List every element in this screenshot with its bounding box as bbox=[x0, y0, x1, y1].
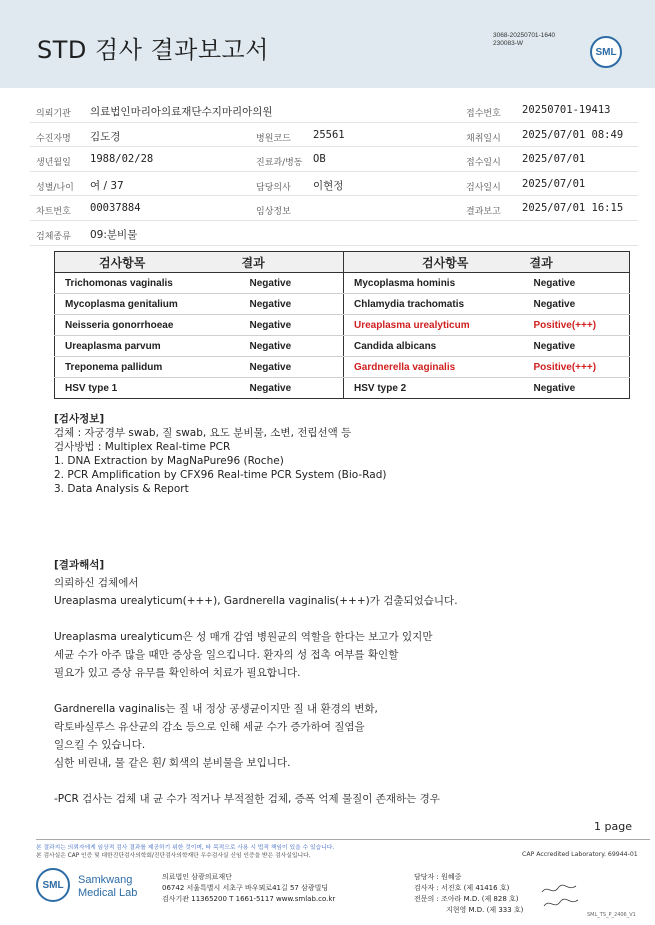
chart-label: 차트번호 bbox=[36, 207, 71, 218]
test-info-line: 검사방법 : Multiplex Real-time PCR bbox=[54, 441, 231, 453]
doctor-label: 담당의사 bbox=[256, 182, 291, 193]
document-id-line2: 230083-W bbox=[493, 40, 523, 47]
report-header bbox=[0, 0, 655, 88]
test-result: Negative bbox=[524, 336, 630, 357]
interpretation-section bbox=[54, 556, 614, 808]
info-row bbox=[30, 196, 638, 221]
footer-divider bbox=[36, 839, 650, 840]
test-info-line: 검체 : 자궁경부 swab, 질 swab, 요도 분비물, 소변, 전립선액 등 bbox=[54, 427, 352, 439]
chart-value: 00037884 bbox=[90, 202, 141, 215]
interpretation-text: 락토바실루스 유산균의 감소 등으로 인해 세균 수가 증가하여 질염을 bbox=[54, 721, 365, 733]
sex-age-value: 여 / 37 bbox=[90, 179, 124, 192]
staff-line: 담당자 : 원혜중 bbox=[414, 873, 462, 881]
footer-logo-text: SML bbox=[42, 879, 64, 891]
test-item-positive: Ureaplasma urealyticum bbox=[344, 315, 524, 336]
hospital-code-label: 병원코드 bbox=[256, 133, 291, 144]
test-info-line: 3. Data Analysis & Report bbox=[54, 483, 189, 495]
staff-line: 검사자 : 서진호 (제 41416 호) bbox=[414, 884, 510, 892]
footer-accreditation: 본 검사실은 CAP 인증 및 대한진단검사의학회/진단검사의학재단 우수검사실 신임 인증을 받은 검사실입니다. bbox=[36, 853, 311, 859]
clinical-label: 임상정보 bbox=[256, 207, 291, 218]
test-item: Chlamydia trachomatis bbox=[344, 294, 524, 315]
info-row bbox=[30, 123, 638, 148]
dob-label: 생년월일 bbox=[36, 158, 71, 169]
test-result: Negative bbox=[240, 273, 344, 294]
collection-label: 채취일시 bbox=[466, 133, 501, 144]
staff-line: 지현영 M.D. (제 333 호) bbox=[446, 906, 524, 914]
results-header-row bbox=[55, 252, 630, 273]
company-name-line1: Samkwang bbox=[78, 874, 133, 886]
interpretation-text: -PCR 검사는 검체 내 균 수가 적거나 부적절한 검체, 증폭 억제 물질이 존재하는 경우 bbox=[54, 793, 440, 805]
info-row bbox=[30, 98, 638, 123]
report-title: STD 검사 결과보고서 bbox=[37, 36, 269, 64]
patient-info-grid bbox=[30, 98, 638, 246]
test-result: Negative bbox=[240, 336, 344, 357]
reception-label: 접수일시 bbox=[466, 158, 501, 169]
document-id bbox=[493, 32, 555, 48]
interpretation-text: Gardnerella vaginalis는 질 내 정상 공생균이지만 질 내 환경의 변화, bbox=[54, 703, 378, 715]
specimen-value: 09:분비물 bbox=[90, 228, 138, 241]
receipt-no-label: 접수번호 bbox=[466, 109, 501, 119]
company-address bbox=[162, 872, 335, 905]
test-item: Trichomonas vaginalis bbox=[55, 273, 240, 294]
test-result-positive: Positive(+++) bbox=[524, 357, 630, 378]
interpretation-text: 필요가 있고 증상 유무를 확인하여 치료가 필요합니다. bbox=[54, 667, 301, 679]
info-row bbox=[30, 147, 638, 172]
test-result: Negative bbox=[240, 378, 344, 399]
receipt-no-value: 20250701-19413 bbox=[522, 104, 611, 116]
patient-value: 김도경 bbox=[90, 130, 121, 143]
form-code: SML_TS_P_2406_V1 bbox=[587, 912, 636, 918]
interpretation-text: 일으킬 수 있습니다. bbox=[54, 739, 146, 751]
address-line: 의료법인 삼광의료재단 bbox=[162, 873, 232, 881]
test-result-positive: Positive(+++) bbox=[524, 315, 630, 336]
results-table bbox=[54, 251, 630, 399]
address-line: 06742 서울특별시 서초구 바우뫼로41길 57 삼광빌딩 bbox=[162, 884, 329, 892]
test-item: Treponema pallidum bbox=[55, 357, 240, 378]
test-result: Negative bbox=[240, 315, 344, 336]
dob-value: 1988/02/28 bbox=[90, 153, 154, 166]
test-info-line: 1. DNA Extraction by MagNaPure96 (Roche) bbox=[54, 455, 284, 467]
doctor-value: 이현정 bbox=[313, 179, 344, 192]
collection-value: 2025/07/01 08:49 bbox=[522, 128, 624, 141]
interpretation-text: Ureaplasma urealyticum(+++), Gardnerella vaginalis(+++)가 검출되었습니다. bbox=[54, 595, 458, 607]
interpretation-text: Ureaplasma urealyticum은 성 매개 감염 병원균의 역할을 한다는 보고가 있지만 bbox=[54, 631, 433, 643]
test-item: Mycoplasma hominis bbox=[344, 273, 524, 294]
address-line: 검사기관 11365200 T 1661-5117 www.smlab.co.kr bbox=[162, 895, 336, 903]
info-row bbox=[30, 221, 638, 246]
report-label: 결과보고 bbox=[466, 207, 501, 218]
test-info-heading: [검사정보] bbox=[54, 413, 105, 425]
interpretation-heading: [결과해석] bbox=[54, 559, 105, 571]
test-result: Negative bbox=[524, 294, 630, 315]
interpretation-text: 세균 수가 아주 많을 때만 증상을 일으킵니다. 환자의 성 접촉 여부를 확인할 bbox=[54, 649, 399, 661]
header-result-right: 결과 bbox=[524, 252, 630, 273]
patient-label: 수진자명 bbox=[36, 133, 71, 144]
institution-value: 의료법인마리아의료재단수지마리아의원 bbox=[90, 106, 273, 118]
test-result: Negative bbox=[524, 378, 630, 399]
reception-value: 2025/07/01 bbox=[522, 153, 586, 166]
report-value: 2025/07/01 16:15 bbox=[522, 202, 624, 215]
sex-age-label: 성별/나이 bbox=[36, 182, 74, 193]
test-item-positive: Gardnerella vaginalis bbox=[344, 357, 524, 378]
page-number: 1 page bbox=[594, 820, 632, 833]
test-item: Neisseria gonorrhoeae bbox=[55, 315, 240, 336]
test-item: Ureaplasma parvum bbox=[55, 336, 240, 357]
table-row bbox=[55, 294, 630, 315]
table-row bbox=[55, 273, 630, 294]
table-row bbox=[55, 315, 630, 336]
test-result: Negative bbox=[524, 273, 630, 294]
test-date-value: 2025/07/01 bbox=[522, 177, 586, 190]
footer-logo bbox=[36, 868, 70, 902]
table-row bbox=[55, 336, 630, 357]
test-result: Negative bbox=[240, 294, 344, 315]
table-row bbox=[55, 378, 630, 399]
signature-image bbox=[540, 882, 580, 912]
dept-label: 진료과/병동 bbox=[256, 158, 303, 169]
header-test-item-left: 검사항목 bbox=[55, 252, 240, 273]
test-info-section bbox=[54, 412, 386, 496]
specimen-label: 검체종류 bbox=[36, 231, 71, 242]
test-item: Candida albicans bbox=[344, 336, 524, 357]
sml-logo-text: SML bbox=[595, 46, 617, 58]
test-item: HSV type 2 bbox=[344, 378, 524, 399]
dept-value: OB bbox=[313, 153, 326, 166]
cap-accreditation: CAP Accredited Laboratory. 69944-01 bbox=[522, 851, 638, 858]
company-name bbox=[78, 874, 137, 900]
sml-logo bbox=[590, 36, 622, 68]
test-item: HSV type 1 bbox=[55, 378, 240, 399]
interpretation-text: 의뢰하신 검체에서 bbox=[54, 577, 139, 589]
test-date-label: 검사일시 bbox=[466, 182, 501, 193]
header-result-left: 결과 bbox=[240, 252, 344, 273]
company-name-line2: Medical Lab bbox=[78, 887, 138, 899]
staff-list bbox=[414, 872, 523, 916]
document-id-line1: 3068-20250701-1640 bbox=[493, 32, 556, 39]
header-test-item-right: 검사항목 bbox=[344, 252, 524, 273]
info-row bbox=[30, 172, 638, 197]
test-item: Mycoplasma genitalium bbox=[55, 294, 240, 315]
test-result: Negative bbox=[240, 357, 344, 378]
hospital-code-value: 25561 bbox=[313, 128, 345, 141]
table-row bbox=[55, 357, 630, 378]
test-info-line: 2. PCR Amplification by CFX96 Real-time PCR System (Bio-Rad) bbox=[54, 469, 387, 481]
footer-notice: 본 결과지는 의뢰자에게 임상적 검사 결과를 제공하기 위한 것이며, 타 목적으로 사용 시 법적 책임이 있을 수 있습니다. bbox=[36, 845, 335, 851]
institution-label: 의뢰기관 bbox=[36, 109, 71, 119]
staff-line: 전문의 : 조아라 M.D. (제 828 호) bbox=[414, 895, 519, 903]
interpretation-text: 심한 비린내, 물 같은 흰/ 회색의 분비물을 보입니다. bbox=[54, 757, 291, 769]
